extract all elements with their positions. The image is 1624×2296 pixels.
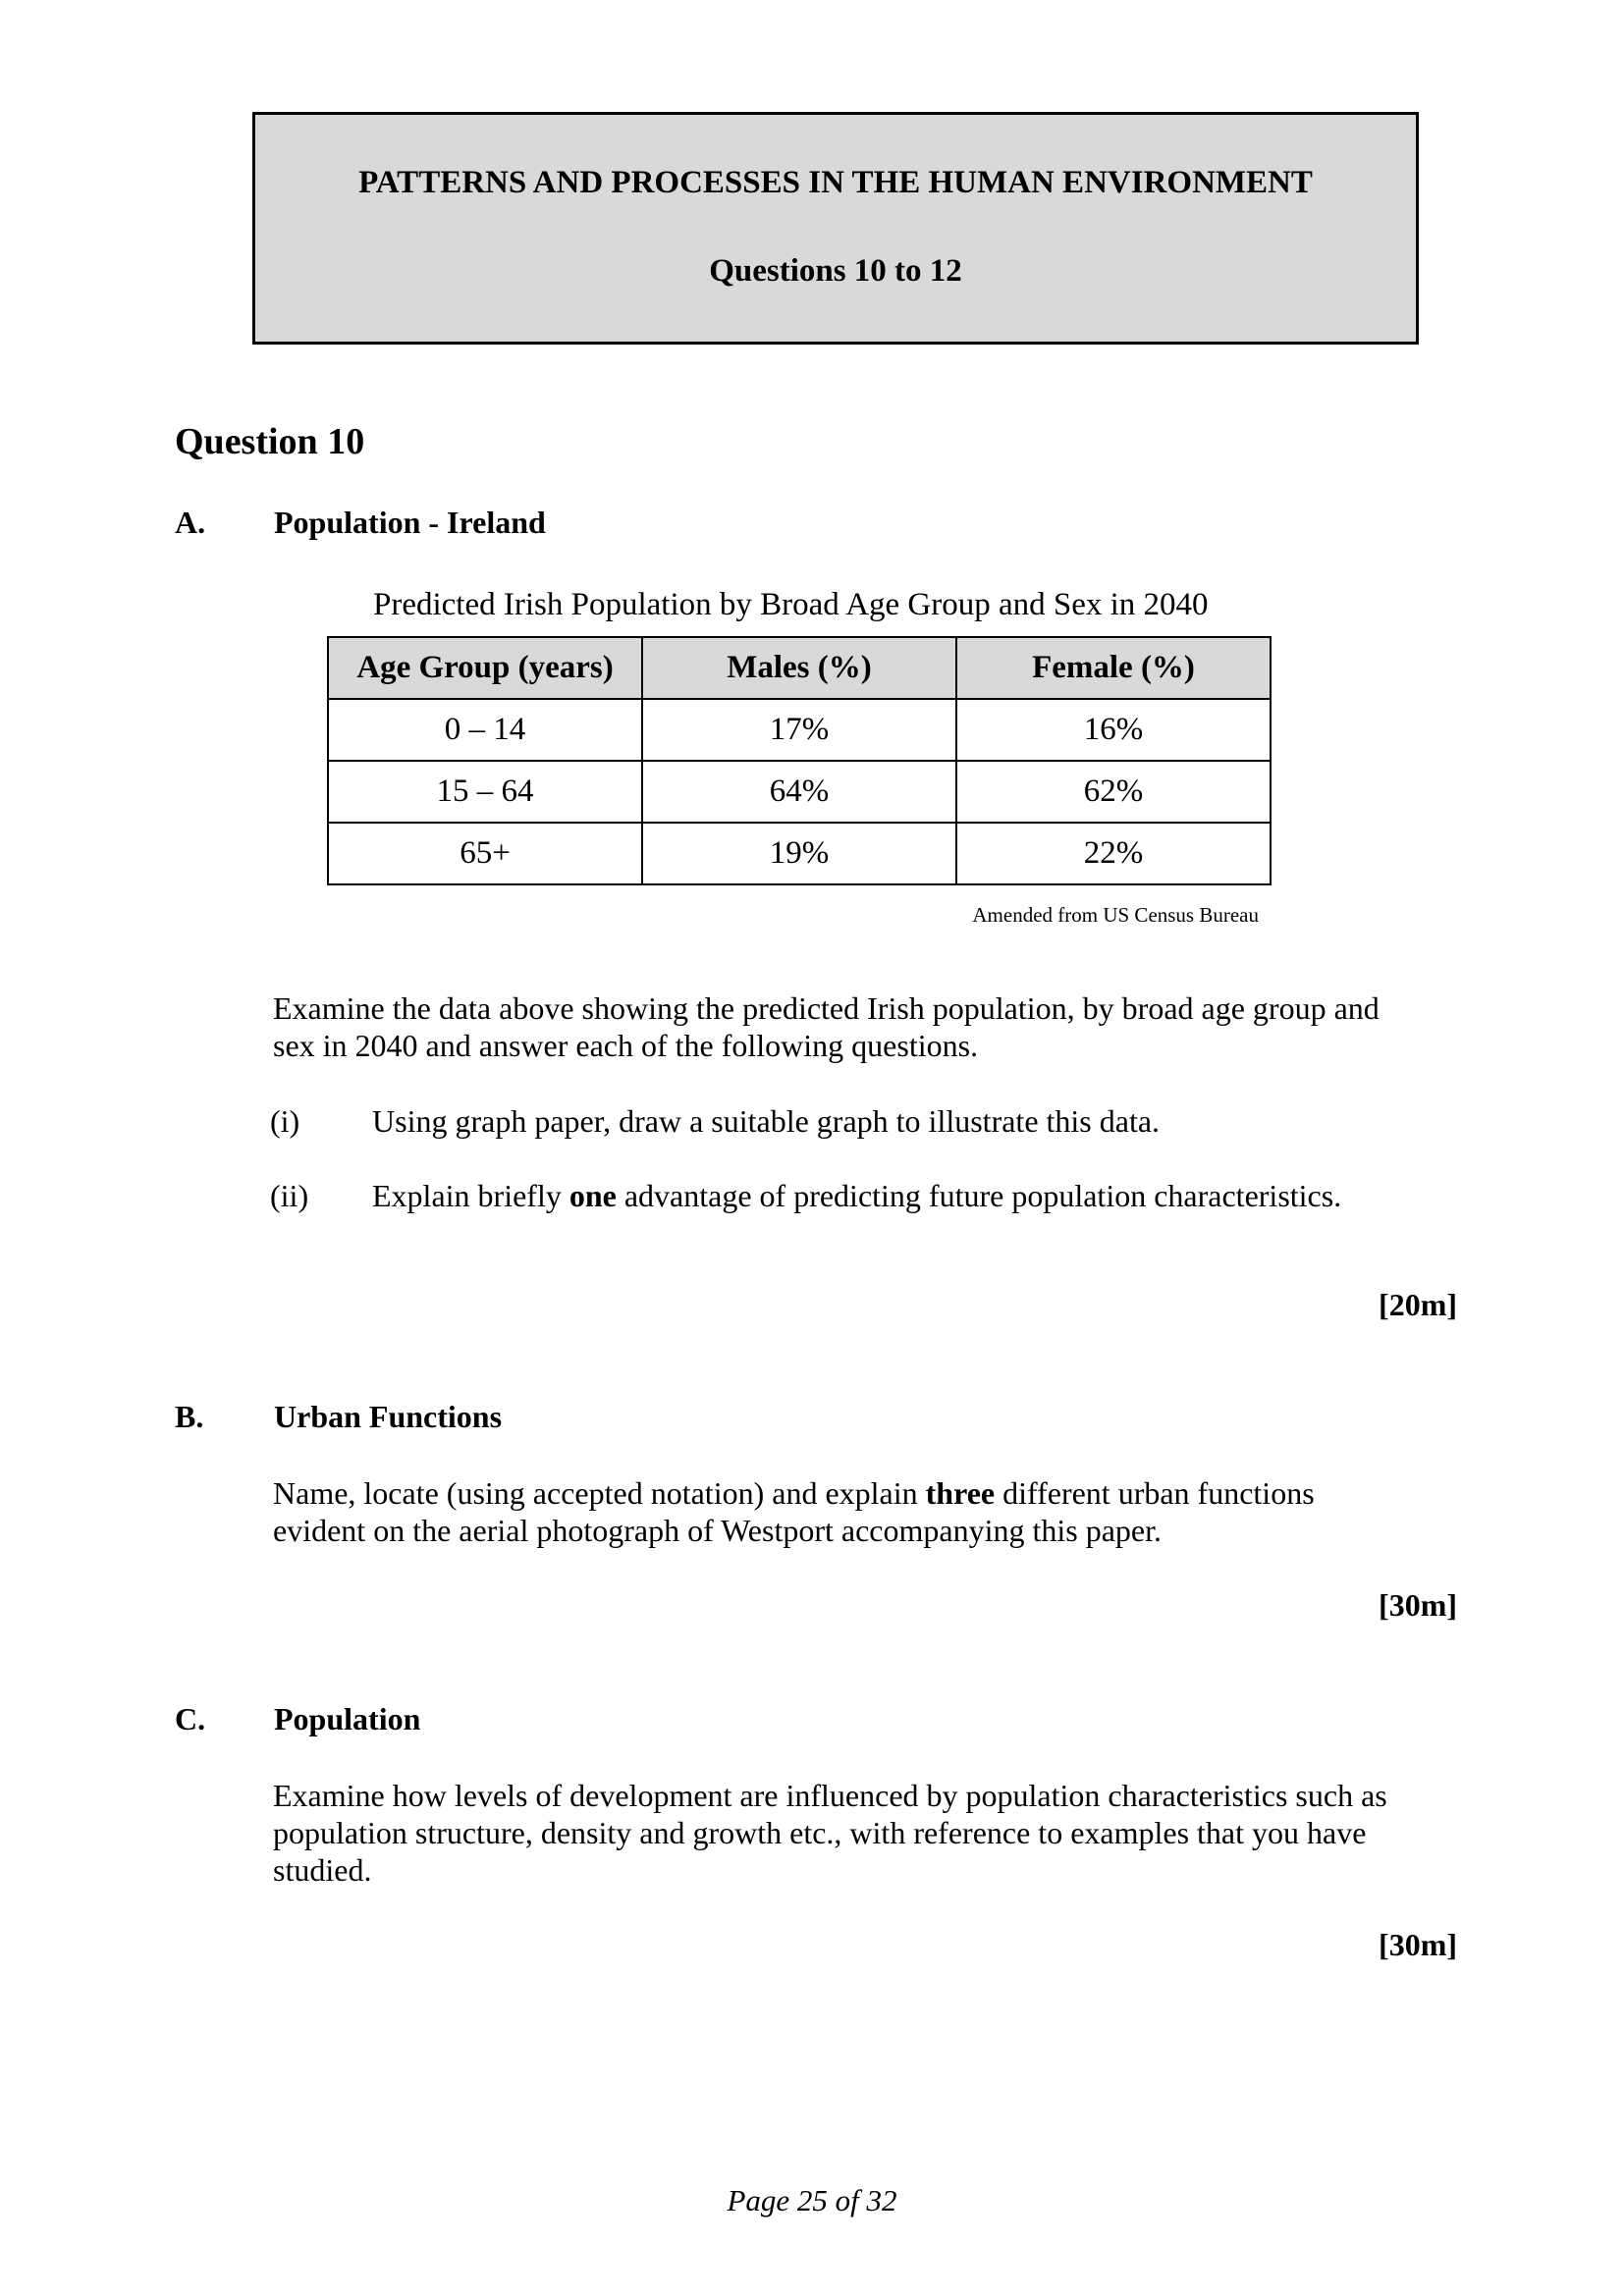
item-emphasis: one	[568, 1178, 617, 1213]
section-b-marks: [30m]	[1379, 1587, 1457, 1623]
paragraph-emphasis: three	[925, 1475, 996, 1511]
paragraph-line: sex in 2040 and answer each of the following questions.	[273, 1028, 979, 1063]
banner-subtitle: Questions 10 to 12	[709, 253, 962, 289]
section-c-letter: C.	[175, 1701, 206, 1736]
paragraph-line: Examine how levels of development are influenced by population characteristics such as	[273, 1778, 1387, 1813]
item-text	[372, 1178, 1341, 1214]
item-number: (ii)	[270, 1178, 309, 1213]
table-cell: 0 – 14	[328, 699, 642, 761]
question-title: Question 10	[175, 421, 365, 462]
table-row	[328, 699, 1271, 761]
section-b-paragraph	[273, 1474, 1471, 1549]
table-cell: 64%	[642, 761, 956, 823]
paragraph-part: Name, locate (using accepted notation) and explain	[273, 1475, 926, 1511]
item-text-part: Explain briefly	[372, 1178, 569, 1213]
table-caption: Predicted Irish Population by Broad Age Group and Sex in 2040	[373, 587, 1209, 622]
table-cell: 62%	[956, 761, 1271, 823]
header-males: Males (%)	[642, 637, 956, 699]
item-number: (i)	[270, 1103, 300, 1139]
header-female: Female (%)	[956, 637, 1271, 699]
table-cell: 15 – 64	[328, 761, 642, 823]
paragraph-line: studied.	[273, 1852, 372, 1888]
section-c-marks: [30m]	[1379, 1927, 1457, 1962]
table-cell: 22%	[956, 823, 1271, 884]
section-a-letter: A.	[175, 505, 206, 540]
paragraph-line: Examine the data above showing the predicted Irish population, by broad age group and	[273, 990, 1380, 1026]
section-b-heading: Urban Functions	[274, 1399, 503, 1434]
banner-title: PATTERNS AND PROCESSES IN THE HUMAN ENVIRONMENT	[358, 165, 1313, 200]
item-text: Using graph paper, draw a suitable graph to illustrate this data.	[372, 1103, 1161, 1139]
section-a-marks: [20m]	[1379, 1287, 1457, 1322]
table-source: Amended from US Census Bureau	[972, 903, 1259, 927]
section-a-paragraph	[273, 989, 1471, 1064]
section-c-heading: Population	[274, 1701, 421, 1736]
item-text-part: advantage of predicting future population characteristics.	[616, 1178, 1342, 1213]
section-banner	[252, 112, 1419, 345]
table-cell: 65+	[328, 823, 642, 884]
population-table	[327, 636, 1272, 885]
table-row	[328, 761, 1271, 823]
page-footer: Page 25 of 32	[727, 2183, 897, 2217]
table-cell: 16%	[956, 699, 1271, 761]
table-cell: 19%	[642, 823, 956, 884]
table-header-row	[328, 637, 1271, 699]
section-a-heading: Population - Ireland	[274, 505, 546, 540]
table-cell: 17%	[642, 699, 956, 761]
paragraph-part: different urban functions	[995, 1475, 1315, 1511]
paragraph-line: evident on the aerial photograph of Westport accompanying this paper.	[273, 1513, 1163, 1548]
table-row	[328, 823, 1271, 884]
section-b-letter: B.	[175, 1399, 204, 1434]
header-age-group: Age Group (years)	[328, 637, 642, 699]
section-c-paragraph	[273, 1777, 1471, 1889]
paragraph-line: population structure, density and growth etc., with reference to examples that you have	[273, 1815, 1367, 1850]
paragraph-line	[273, 1474, 1471, 1512]
